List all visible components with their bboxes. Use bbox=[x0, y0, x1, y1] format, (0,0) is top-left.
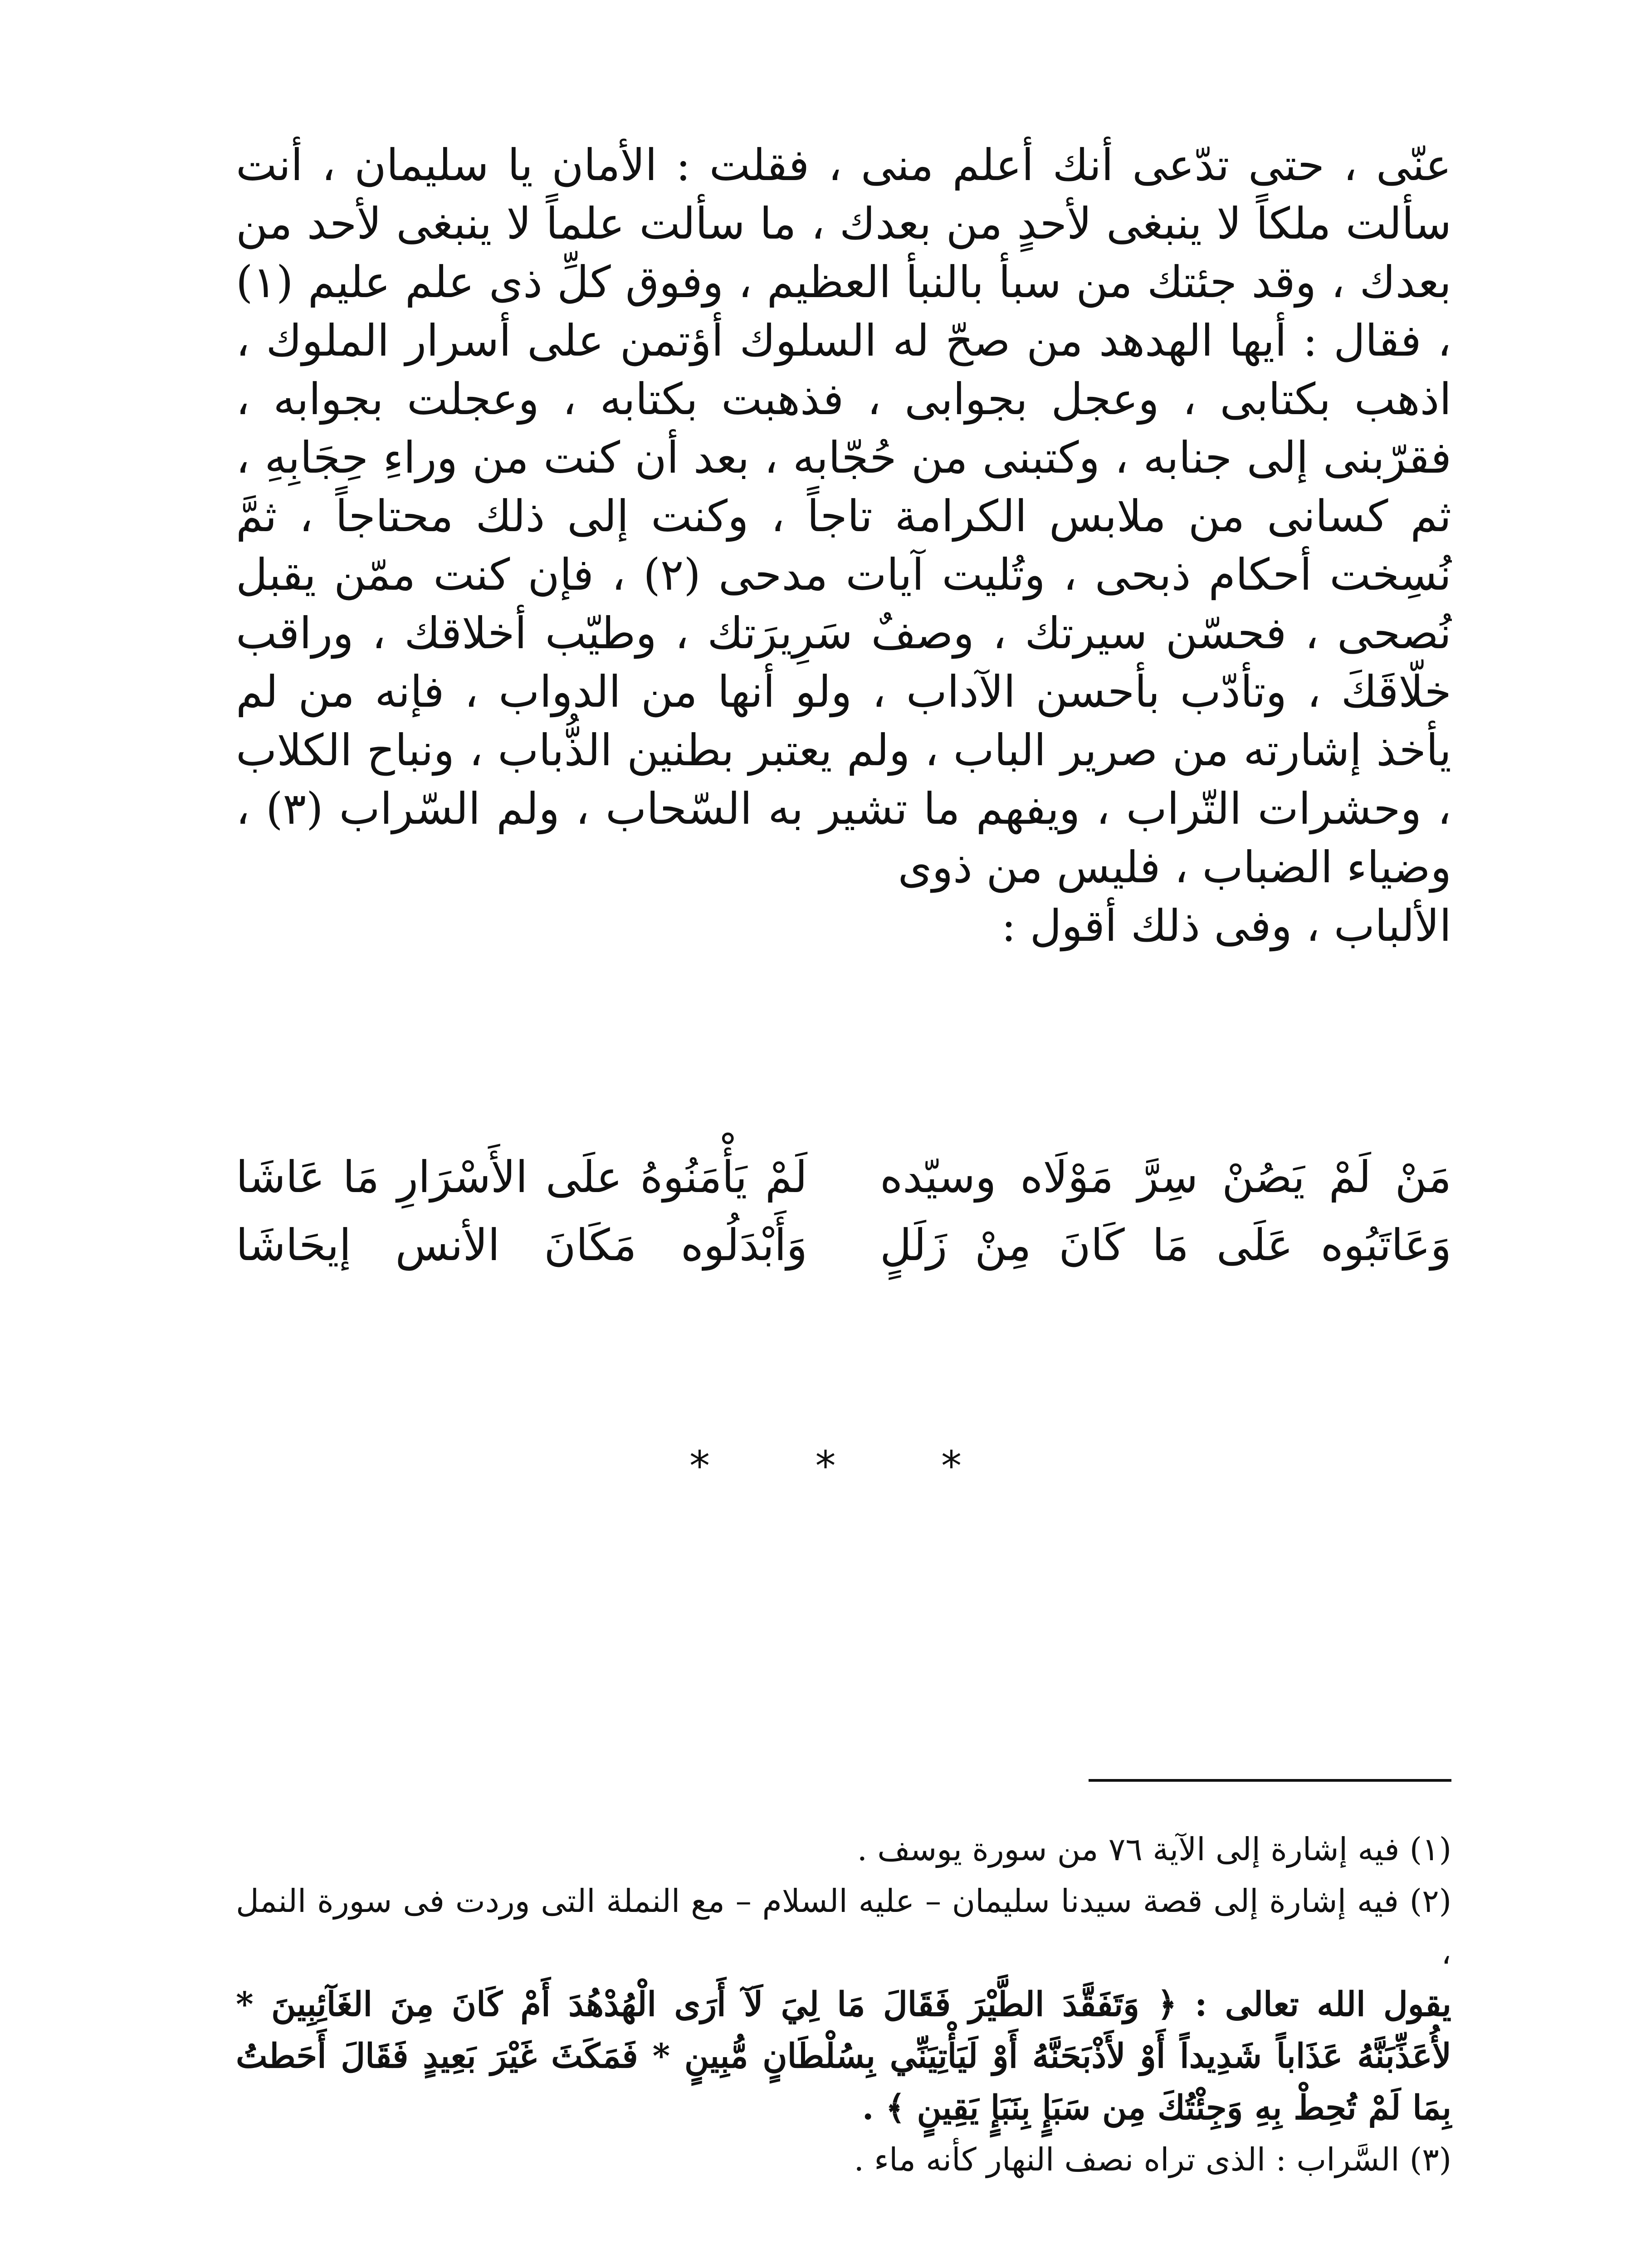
footnote-3: (٣) السَّراب : الذى تراه نصف النهار كأنه ماء . bbox=[854, 2141, 1451, 2178]
main-text-block bbox=[236, 136, 1451, 955]
footnote-divider bbox=[1089, 1779, 1451, 1782]
body-last-line: الألباب ، وفى ذلك أقول : bbox=[1001, 900, 1451, 951]
section-separator bbox=[689, 1442, 962, 1490]
verse-2-second-hemistich: وَأَبْدَلُوه مَكَانَ الأنس إيحَاشَا bbox=[236, 1220, 807, 1271]
separator-star-icon: * bbox=[815, 1442, 836, 1490]
separator-star-icon: * bbox=[941, 1442, 962, 1490]
verse-1-first-hemistich: مَنْ لَمْ يَصُنْ سِرَّ مَوْلَاه وسيّده bbox=[880, 1152, 1451, 1202]
footnote-2-quran-quote: يقول الله تعالى : ﴿ وَتَفَقَّدَ الطَّيْرَ فَقَالَ مَا لِيَ لَآ أَرَى الْهُدْهُدَ أَمْ كَانَ مِنَ الغَآئِبِينَ * لأُعَذِّبَنَّهُ عَذَاباً شَدِيداً أَوْ لأَذْبَحَنَّهُ أَوْ لَيَأْتِيَنِّي بِسُلْطَانٍ مُّبِينٍ * فَمَكَثَ غَيْرَ بَعِيدٍ فَقَالَ أَحَطتُ بِمَا لَمْ تُحِطْ بِهِ وَجِئْتُكَ مِن سَبَإٍ بِنَبَإٍ يَقِينٍ ﴾ . bbox=[236, 1985, 1451, 2127]
separator-star-icon: * bbox=[689, 1442, 710, 1490]
footnote-2: (٢) فيه إشارة إلى قصة سيدنا سليمان – عليه السلام – مع النملة التى وردت فى سورة النمل ، bbox=[236, 1882, 1451, 1971]
poem-verse-2 bbox=[236, 1211, 1451, 1279]
poem-block bbox=[236, 1143, 1451, 1279]
body-paragraph: عنّى ، حتى تدّعى أنك أعلم منى ، فقلت : الأمان يا سليمان ، أنت سألت ملكاً لا ينبغى لأحدٍ من بعدك ، ما سألت علماً لا ينبغى لأحد من بعدك ، وقد جئتك من سبأ بالنبأ العظيم ، وفوق كلِّ ذى علم عليم (١) ، فقال : أيها الهدهد من صحّ له السلوك أؤتمن على أسرار الملوك ، اذهب بكتابى ، وعجل بجوابى ، فذهبت بكتابه ، وعجلت بجوابه ، فقرّبنى إلى جنابه ، وكتبنى من حُجّابه ، بعد أن كنت من وراءِ حِجَابِهِ ، ثم كسانى من ملابس الكرامة تاجاً ، وكنت إلى ذلك محتاجاً ، ثمَّ نُسِخت أحكام ذبحى ، وتُليت آيات مدحى (٢) ، فإن كنت ممّن يقبل نُصحى ، فحسّن سيرتك ، وصفٌ سَرِيرَتك ، وطيّب أخلاقك ، وراقب خلّاقَكَ ، وتأدّب بأحسن الآداب ، ولو أنها من الدواب ، فإنه من لم يأخذ إشارته من صرير الباب ، ولم يعتبر بطنين الذُّباب ، ونباح الكلاب ، وحشرات التّراب ، ويفهم ما تشير به السّحاب ، ولم السّراب (٣) ، وضياء الضباب ، فليس من ذوى bbox=[236, 140, 1452, 893]
verse-2-first-hemistich: وَعَاتَبُوه عَلَى مَا كَانَ مِنْ زَلَلٍ bbox=[880, 1220, 1451, 1271]
verse-1-second-hemistich: لَمْ يَأْمَنُوهُ علَى الأَسْرَارِ مَا عَاشَا bbox=[236, 1152, 807, 1202]
footnote-1: (١) فيه إشارة إلى الآية ٧٦ من سورة يوسف . bbox=[857, 1831, 1451, 1868]
poem-verse-1 bbox=[236, 1143, 1451, 1211]
footnotes-block bbox=[236, 1823, 1451, 2185]
